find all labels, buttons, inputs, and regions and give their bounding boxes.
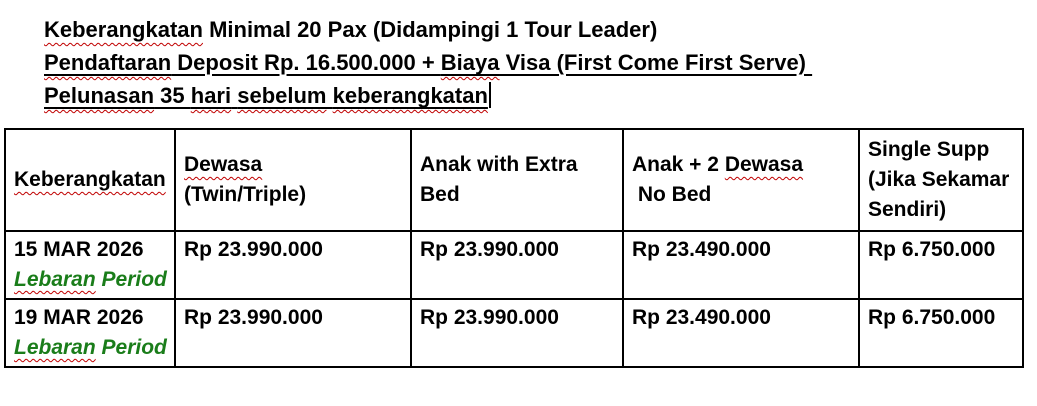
note-text: Deposit Rp. 16.500.000 + [171,50,441,75]
period-label [14,268,167,291]
header-cell-single-supp[interactable] [859,129,1023,231]
price-value: Rp 23.990.000 [184,238,323,261]
price-cell-anak-no-bed[interactable] [623,231,859,299]
table-row [5,299,1023,367]
header-cell-dewasa[interactable] [175,129,411,231]
price-cell-single-supp[interactable] [859,231,1023,299]
period-text: Period [95,336,167,359]
price-value: Rp 23.490.000 [632,306,771,329]
note-text: 35 [154,83,191,108]
price-cell-dewasa[interactable] [175,231,411,299]
price-value: Rp 6.750.000 [868,238,996,261]
table-row [5,231,1023,299]
table-header-row [5,129,1023,231]
price-cell-anak-extra-bed[interactable] [411,299,623,367]
departure-date-cell[interactable] [5,231,175,299]
departure-date-cell[interactable] [5,299,175,367]
note-line-deposit[interactable] [44,46,812,79]
misspelled-word: hari [190,83,232,108]
price-value: Rp 23.990.000 [420,306,559,329]
price-cell-single-supp[interactable] [859,299,1023,367]
price-cell-anak-no-bed[interactable] [623,299,859,367]
misspelled-word: Lebaran [14,336,96,359]
departure-price-table [4,128,1024,368]
note-line-min-pax[interactable] [44,13,812,46]
price-value: Rp 23.990.000 [420,238,559,261]
departure-date: 15 MAR 2026 [14,238,144,261]
underlined-text [44,83,488,108]
text-cursor-caret [489,82,491,108]
price-value: Rp 23.490.000 [632,238,771,261]
price-cell-anak-extra-bed[interactable] [411,231,623,299]
price-cell-dewasa[interactable] [175,299,411,367]
header-cell-keberangkatan[interactable] [5,129,175,231]
column-header-label: Keberangkatan [14,168,166,191]
price-value: Rp 6.750.000 [868,306,996,329]
misspelled-word: Lebaran [14,268,96,291]
price-value: Rp 23.990.000 [184,306,323,329]
header-cell-anak-extra-bed[interactable] [411,129,623,231]
column-header-label: Sendiri) [868,198,947,221]
misspelled-word: Dewasa [724,153,804,176]
column-header-label: No Bed [632,183,712,206]
column-header-label: Anak + 2 [632,153,725,176]
column-header-label: (Jika Sekamar [868,168,1010,191]
departure-date: 19 MAR 2026 [14,306,144,329]
note-text: Minimal 20 Pax (Didampingi 1 Tour Leader) [202,17,658,42]
note-line-pelunasan[interactable] [44,79,812,112]
misspelled-word: keberangkatan [332,83,488,108]
column-header-label: Dewasa [184,153,263,176]
period-text: Period [95,268,167,291]
underlined-text [44,50,812,75]
column-header-label: Anak with Extra [420,153,578,176]
note-text: Visa (First Come First Serve) [499,50,813,75]
misspelled-word: Pelunasan [44,83,155,108]
header-cell-anak-no-bed[interactable] [623,129,859,231]
misspelled-word: sebelum [237,83,327,108]
period-label [14,336,167,359]
misspelled-word: Biaya [440,50,500,75]
misspelled-word: Keberangkatan [44,17,203,42]
column-header-label: Single Supp [868,138,990,161]
misspelled-word: Pendaftaran [44,50,172,75]
column-header-label: Bed [420,183,460,206]
tour-notes [44,13,812,112]
column-header-label: (Twin/Triple) [184,183,307,206]
